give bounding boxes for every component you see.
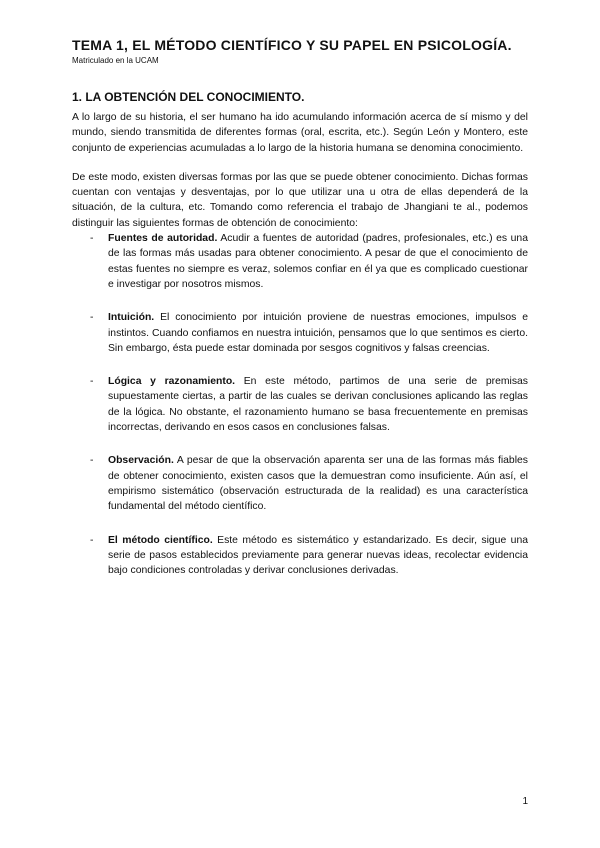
list-item (72, 533, 528, 579)
method-name: El método científico. (108, 534, 213, 546)
list-item (72, 374, 528, 435)
document-page (72, 36, 528, 596)
list-item (72, 231, 528, 292)
document-title: TEMA 1, EL MÉTODO CIENTÍFICO Y SU PAPEL EN PSICOLOGÍA. (72, 37, 512, 53)
method-name: Fuentes de autoridad. (108, 233, 218, 245)
page-number: 1 (522, 796, 528, 807)
method-name: Observación. (108, 455, 174, 467)
document-subtitle: Matriculado en la UCAM (72, 56, 159, 65)
bullet-dash: - (90, 455, 94, 467)
method-name: Intuición. (108, 312, 155, 324)
forms-paragraph: De este modo, existen diversas formas por las que se puede obtener conocimiento. Dichas formas cuentan con ventajas y desventajas, por lo que utilizar una u otra de ellas dependerá de la situación, de la cultura, etc. Tomando como referencia el trabajo de Jhangiani te al., podemos distinguir las siguientes formas de obtención de conocimiento: (72, 171, 528, 229)
method-name: Lógica y razonamiento. (108, 376, 236, 388)
method-description: En este método, partimos de una serie de premisas supuestamente ciertas, a partir de las cuales se derivan conclusiones aplicando las reglas de la lógica. No obstante, el razonamiento humano se basa frecuentemente en premisas incorrectas, derivando en esos casos en conclusiones falsas. (108, 376, 529, 434)
list-item (72, 310, 528, 356)
method-description: Este método es sistemático y estandarizado. Es decir, sigue una serie de pasos establecidos previamente para generar nuevas ideas, recolectar evidencia bajo condiciones controladas y derivar conclusiones derivadas. (108, 534, 529, 577)
method-description: Acudir a fuentes de autoridad (padres, profesionales, etc.) es una de las formas más usadas para obtener conocimiento. A pesar de que el conocimiento de estas fuentes no siempre es veraz, solemos confiar en él ya que es complicado cuestionar e investigar por nosotros mismos. (108, 233, 528, 290)
bullet-dash: - (90, 312, 94, 324)
list-item (72, 453, 528, 514)
bullet-dash: - (90, 233, 94, 245)
intro-paragraph: A lo largo de su historia, el ser humano ha ido acumulando información acerca de sí mismo y del mundo, siendo transmitida de diferentes formas (oral, escrita, etc.). Según León y Montero, este conjunto de experiencias acumuladas a lo largo de la historia humana se denomina conocimiento. (72, 112, 528, 154)
bullet-dash: - (90, 534, 94, 546)
method-description: El conocimiento por intuición proviene de nuestras emociones, impulsos e instintos. Cuando confiamos en nuestra intuición, pensamos que lo que sentimos es cierto. Sin embargo, ésta puede estar dominada por sesgos cognitivos y falsas creencias. (108, 312, 528, 354)
method-description: A pesar de que la observación aparenta ser una de las formas más fiables de obtener conocimiento, existen casos que la demuestran como insuficiente. Aún así, el empirismo sistemático (observación estructurada de la realidad) es una característica fundamental del método científico. (108, 455, 528, 513)
bullet-dash: - (90, 376, 94, 388)
section-heading: 1. LA OBTENCIÓN DEL CONOCIMIENTO. (72, 90, 305, 104)
methods-list (72, 231, 528, 578)
